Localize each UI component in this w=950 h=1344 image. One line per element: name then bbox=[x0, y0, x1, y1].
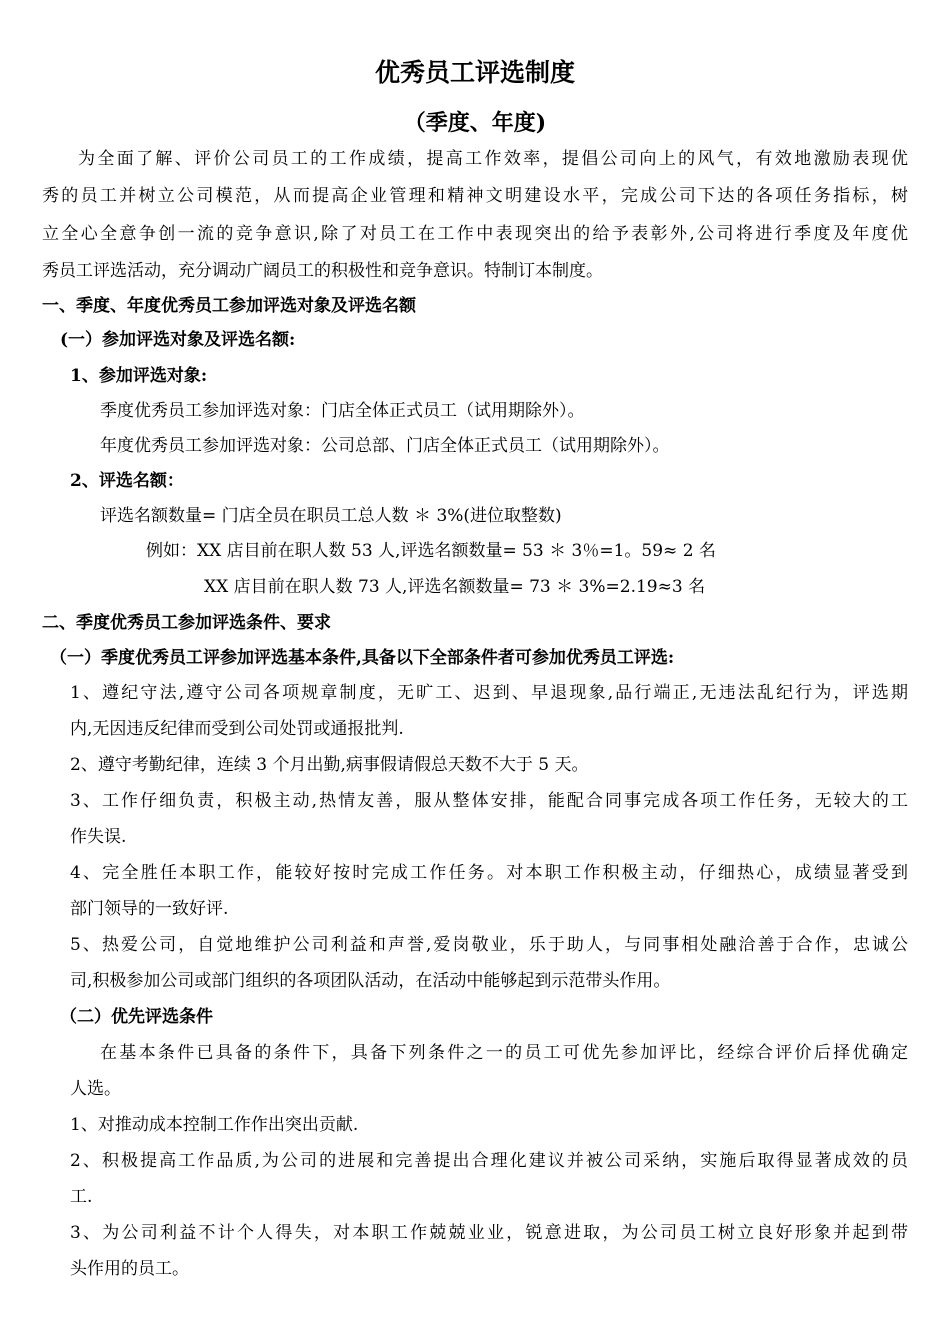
section-1-item-1-line-1: 季度优秀员工参加评选对象：门店全体正式员工（试用期除外）。 bbox=[100, 401, 585, 421]
priority-2-line-1: 2、积极提高工作品质,为公司的进展和完善提出合理化建议并被公司采纳，实施后取得显著成效的员 bbox=[70, 1151, 908, 1171]
priority-3-line-1: 3、为公司利益不计个人得失，对本职工作兢兢业业，锐意进取，为公司员工树立良好形象并起到带 bbox=[70, 1223, 908, 1243]
section-2-sub-2: （二）优先评选条件 bbox=[60, 1007, 213, 1027]
condition-3-line-2: 作失误. bbox=[70, 827, 127, 847]
priority-1-line-1: 1、对推动成本控制工作作出突出贡献. bbox=[70, 1115, 359, 1135]
intro-line-4: 秀员工评选活动，充分调动广阔员工的积极性和竞争意识。特制订本制度。 bbox=[42, 261, 603, 281]
section-1-example-2: XX 店目前在职人数 73 人,评选名额数量= 73 ＊ 3%=2.19≈3 名 bbox=[204, 577, 706, 597]
intro-line-1: 为全面了解、评价公司员工的工作成绩，提高工作效率，提倡公司向上的风气，有效地激励表现优 bbox=[78, 149, 908, 169]
document-title: 优秀员工评选制度 bbox=[374, 58, 575, 87]
priority-2-line-2: 工. bbox=[70, 1187, 93, 1207]
section-1-sub-1: (一）参加评选对象及评选名额: bbox=[60, 330, 296, 350]
section-1-item-1-line-2: 年度优秀员工参加评选对象：公司总部、门店全体正式员工（试用期除外）。 bbox=[100, 436, 670, 456]
priority-intro-line-1: 在基本条件已具备的条件下，具备下列条件之一的员工可优先参加评比，经综合评价后择优确定 bbox=[100, 1043, 908, 1063]
priority-3-line-2: 头作用的员工。 bbox=[70, 1259, 189, 1279]
condition-1-line-2: 内,无因违反纪律而受到公司处罚或通报批判. bbox=[70, 719, 404, 739]
priority-intro-line-2: 人选。 bbox=[70, 1079, 121, 1099]
section-1-heading: 一、季度、年度优秀员工参加评选对象及评选名额 bbox=[42, 296, 416, 316]
section-1-formula: 评选名额数量= 门店全员在职员工总人数 ＊ 3%(进位取整数) bbox=[100, 506, 562, 526]
condition-4-line-1: 4、完全胜任本职工作，能较好按时完成工作任务。对本职工作积极主动，仔细热心，成绩显著受到 bbox=[70, 863, 908, 883]
intro-line-3: 立全心全意争创一流的竞争意识,除了对员工在工作中表现突出的给予表彰外,公司将进行季度及年度优 bbox=[42, 224, 908, 244]
condition-4-line-2: 部门领导的一致好评. bbox=[70, 899, 229, 919]
section-2-sub-1: （一）季度优秀员工评参加评选基本条件,具备以下全部条件者可参加优秀员工评选: bbox=[50, 648, 675, 668]
document-subtitle: （季度、年度) bbox=[403, 110, 547, 136]
condition-2-line-1: 2、遵守考勤纪律，连续 3 个月出勤,病事假请假总天数不大于 5 天。 bbox=[70, 755, 589, 775]
section-1-item-2-title: 2、评选名额： bbox=[70, 471, 184, 491]
condition-5-line-1: 5、热爱公司，自觉地维护公司利益和声誉,爱岗敬业，乐于助人，与同事相处融洽善于合作，忠诚公 bbox=[70, 935, 908, 955]
condition-3-line-1: 3、工作仔细负责，积极主动,热情友善，服从整体安排，能配合同事完成各项工作任务，无较大的工 bbox=[70, 791, 908, 811]
section-2-heading: 二、季度优秀员工参加评选条件、要求 bbox=[42, 613, 331, 633]
condition-1-line-1: 1、遵纪守法,遵守公司各项规章制度，无旷工、迟到、早退现象,品行端正,无违法乱纪行为，评选期 bbox=[70, 683, 908, 703]
intro-line-2: 秀的员工并树立公司模范，从而提高企业管理和精神文明建设水平，完成公司下达的各项任务指标，树 bbox=[42, 186, 908, 206]
section-1-example-1: 例如：XX 店目前在职人数 53 人,评选名额数量= 53 ＊ 3％=1。59≈ 2 名 bbox=[146, 541, 716, 561]
condition-5-line-2: 司,积极参加公司或部门组织的各项团队活动，在活动中能够起到示范带头作用。 bbox=[70, 971, 671, 991]
section-1-item-1-title: 1、参加评选对象: bbox=[70, 366, 208, 386]
